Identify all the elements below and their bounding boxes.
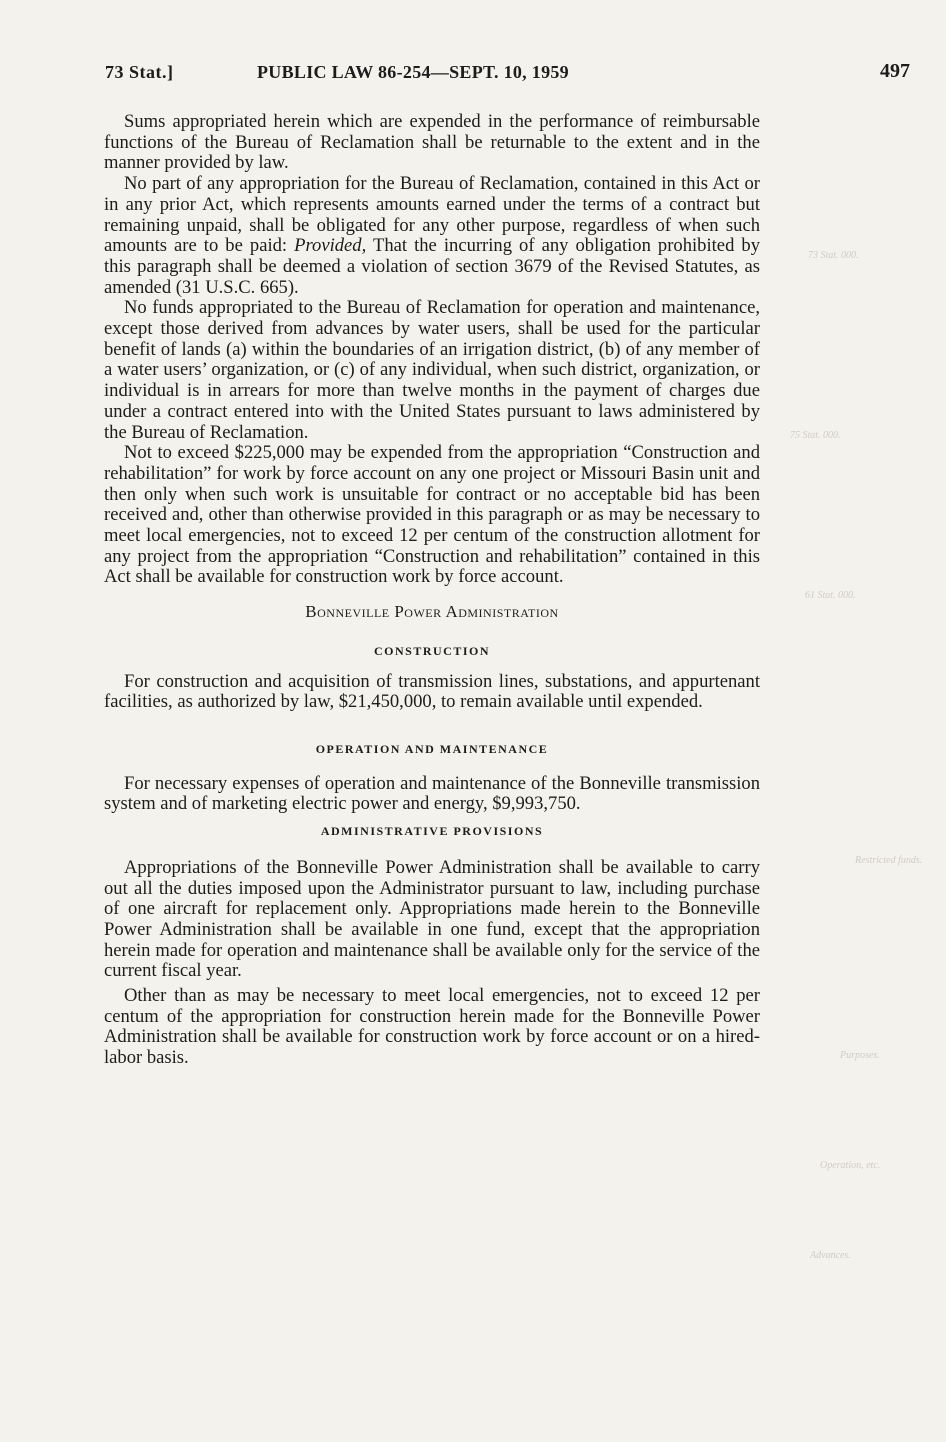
subheading-operation-maintenance: OPERATION AND MAINTENANCE bbox=[315, 741, 549, 756]
paragraph-unpaid-amounts-start: No part of any appropriation for the Bureau of Reclamation, contained in this Act or in any prior Act, which represents amounts earned under the terms of a contract but remaining unpaid, shall be obligated for any other purpose, regardless of when such amounts are to be paid: bbox=[104, 173, 760, 257]
bleed-through-margin-note: Advances. bbox=[810, 1250, 851, 1261]
paragraph-admin-force-account: Other than as may be necessary to meet local emergencies, not to exceed 12 per centum of the appropriation for construction herein made for the Bonneville Power Administration shall be available for construction work by force account or on a hired-labor basis. bbox=[104, 985, 760, 1069]
paragraph-unpaid-amounts bbox=[104, 174, 760, 298]
paragraph-force-account: Not to exceed $225,000 may be expended from the appropriation “Construction and rehabilitation” for work by force account on any one project or Missouri Basin unit and then only when such work is unsuitable for contract or no acceptable bid has been received and, other than otherwise provided in this paragraph or as may be necessary to meet local emergencies, not to exceed 12 per centum of the construction allotment for any project from the appropriation “Construction and rehabilitation” contained in this Act shall be available for construction work by force account. bbox=[104, 442, 760, 588]
volume-reference: 73 Stat.] bbox=[105, 62, 174, 82]
proviso-italic: Provided, bbox=[294, 235, 367, 257]
section-heading-bonneville: Bonneville Power Administration bbox=[305, 602, 559, 622]
paragraph-operation-funds: No funds appropriated to the Bureau of Reclamation for operation and maintenance, except those derived from advances by water users, shall be used for the particular benefit of lands (a) within the boundaries of an irrigation district, (b) of any member of a water users’ organization, or (c) of any individual, when such district, organization, or individual is in arrears for more than twelve months in the payment of charges due under a contract entered into with the United States pursuant to laws administered by the Bureau of Reclamation. bbox=[104, 297, 760, 443]
bleed-through-margin-note: Operation, etc. bbox=[820, 1160, 881, 1171]
subheading-construction: CONSTRUCTION bbox=[373, 643, 490, 658]
page-number: 497 bbox=[880, 60, 910, 82]
bleed-through-margin-note: Restricted funds. bbox=[855, 855, 923, 866]
main-text bbox=[104, 112, 760, 1069]
paragraph-admin-appropriations: Appropriations of the Bonneville Power Administration shall be available to carry out all the duties imposed upon the Administrator pursuant to law, including purchase of one aircraft for replacement only. Appropriations made herein to the Bonneville Power Administration shall be available in one fund, except that the appropriation herein made for operation and maintenance shall be available only for the service of the current fiscal year. bbox=[104, 856, 760, 982]
page-header bbox=[105, 62, 910, 92]
subheading-administrative-provisions: ADMINISTRATIVE PROVISIONS bbox=[320, 824, 544, 839]
bleed-through-margin-note: 61 Stat. 000. bbox=[805, 590, 856, 601]
running-title: PUBLIC LAW 86-254—SEPT. 10, 1959 bbox=[257, 62, 569, 82]
paragraph-operation-maintenance: For necessary expenses of operation and maintenance of the Bonneville transmission system and of marketing electric power and energy, $9,993,750. bbox=[104, 772, 760, 815]
paragraph-reimbursable-functions: Sums appropriated herein which are expended in the performance of reimbursable functions of the Bureau of Reclamation shall be returnable to the extent and in the manner provided by law. bbox=[104, 111, 760, 174]
paragraph-construction: For construction and acquisition of transmission lines, substations, and appurtenant facilities, as authorized by law, $21,450,000, to remain available until expended. bbox=[104, 670, 760, 713]
paragraph-unpaid-amounts-end: That the incurring of any obligation prohibited by this paragraph shall be deemed a violation of section 3679 of the Revised Statutes, as amended (31 U.S.C. 665). bbox=[104, 235, 761, 298]
bleed-through-margin-note: 75 Stat. 000. bbox=[790, 430, 841, 441]
bleed-through-margin-note: Purposes. bbox=[840, 1050, 880, 1061]
bleed-through-margin-note: 73 Stat. 000. bbox=[808, 250, 859, 261]
